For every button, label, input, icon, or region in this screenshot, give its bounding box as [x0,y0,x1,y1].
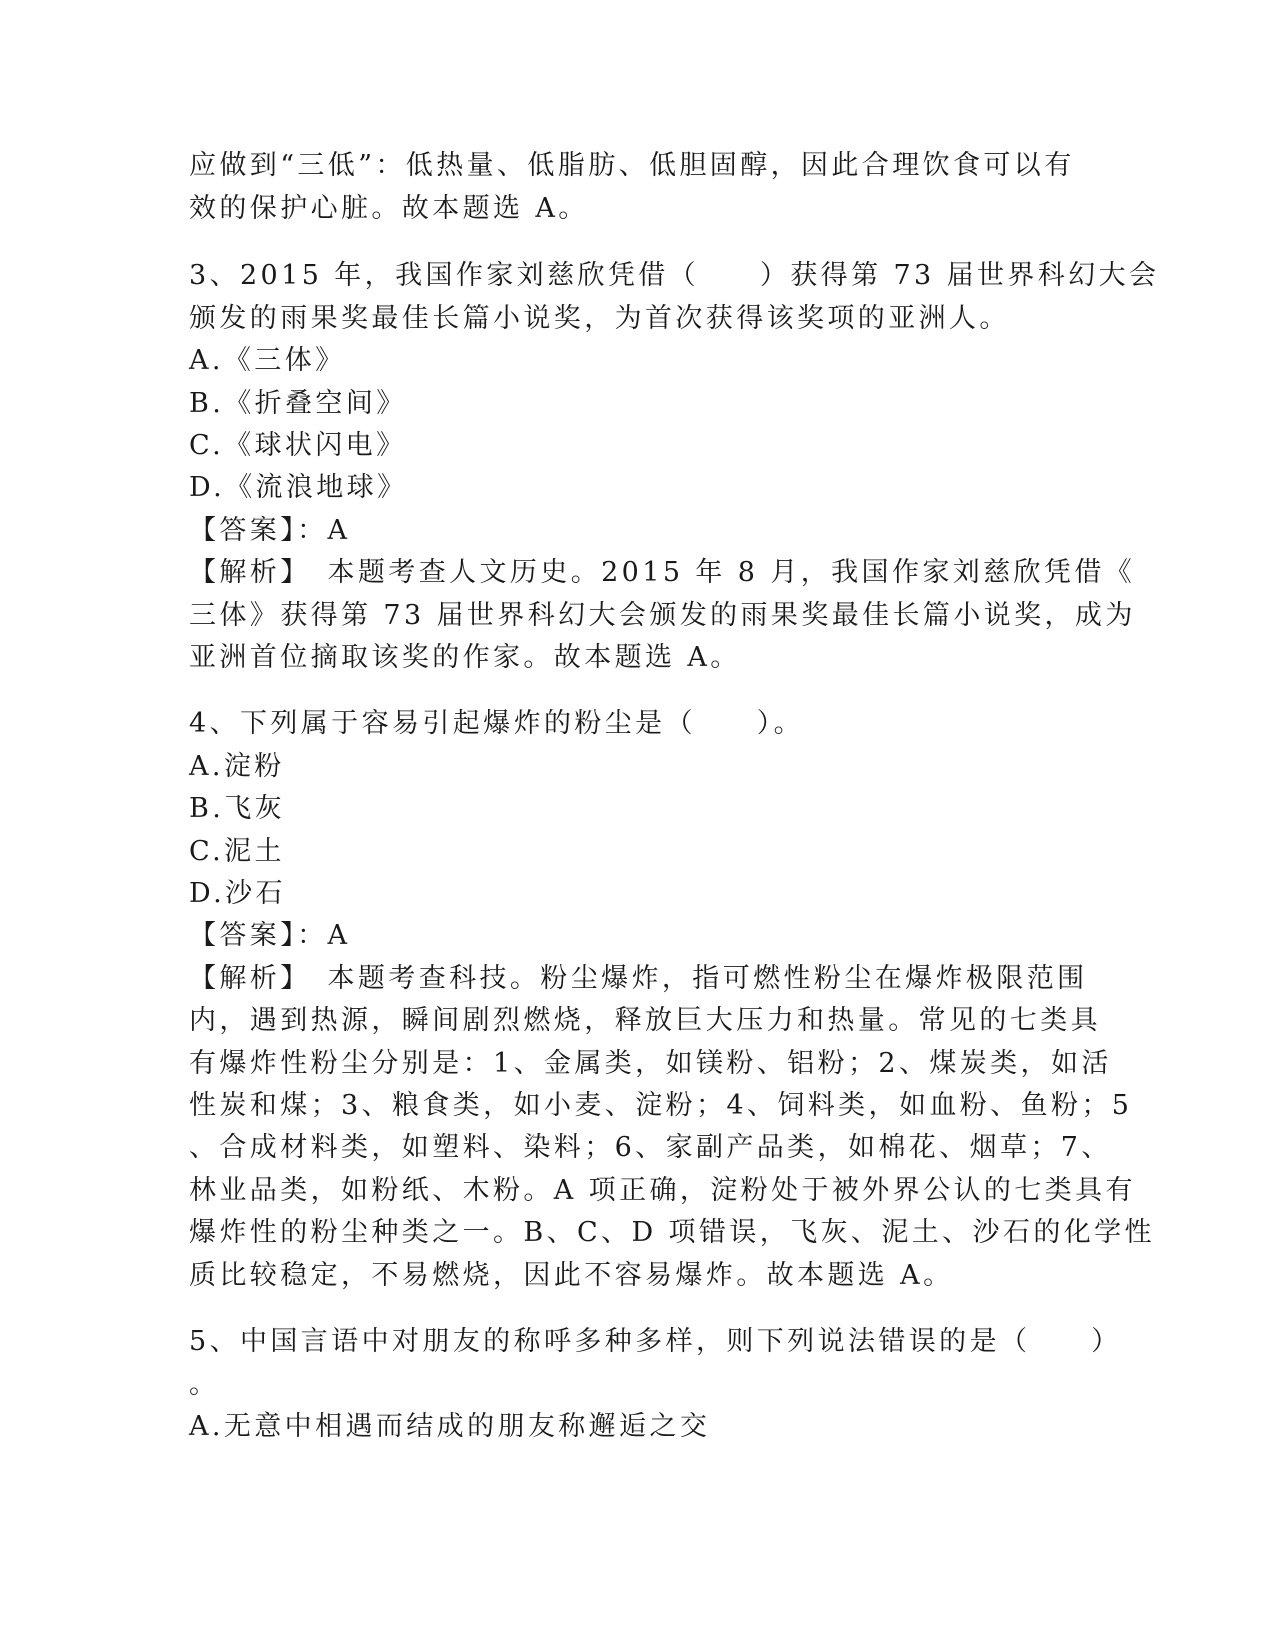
text-line: D.沙石 [189,878,286,909]
text-line: 林业品类，如粉纸、木粉。A 项正确，淀粉处于被外界公认的七类具有 [189,1175,1136,1206]
text-line: C.泥土 [189,836,285,867]
text-line: 、合成材料类，如塑料、染料；6、家副产品类，如棉花、烟草；7、 [189,1132,1112,1163]
text-line: 三体》获得第 73 届世界科幻大会颁发的雨果奖最佳长篇小说奖，成为 [189,600,1136,631]
text-line: A.《三体》 [189,345,346,376]
text-line: 3、2015 年，我国作家刘慈欣凭借（ ）获得第 73 届世界科幻大会 [189,260,1160,291]
text-line: 亚洲首位摘取该奖的作家。故本题选 A。 [189,642,741,673]
text-line: 【答案】：A [189,920,351,951]
text-line: B.飞灰 [189,793,286,824]
text-line: C.《球状闪电》 [189,430,407,461]
text-line: A.无意中相遇而结成的朋友称邂逅之交 [189,1411,711,1442]
text-line: 【答案】：A [189,515,351,546]
text-line: 颁发的雨果奖最佳长篇小说奖，为首次获得该奖项的亚洲人。 [189,303,1010,334]
text-line: 性炭和煤；3、粮食类，如小麦、淀粉；4、饲料类，如血粉、鱼粉；5 [189,1090,1133,1121]
text-line: A.淀粉 [189,751,285,782]
text-line: 4、下列属于容易引起爆炸的粉尘是（ ）。 [189,708,805,739]
text-line: 爆炸性的粉尘种类之一。B、C、D 项错误，飞灰、泥土、沙石的化学性 [189,1217,1155,1248]
text-line: 【解析】 本题考查人文历史。2015 年 8 月，我国作家刘慈欣凭借《 [189,557,1136,588]
text-line: 。 [189,1369,220,1400]
text-line: 内，遇到热源，瞬间剧烈燃烧，释放巨大压力和热量。常见的七类具 [189,1005,1101,1036]
text-line: 【解析】 本题考查科技。粉尘爆炸，指可燃性粉尘在爆炸极限范围 [189,963,1088,994]
text-line: 5、中国言语中对朋友的称呼多种多样，则下列说法错误的是（ ） [189,1326,1122,1357]
text-line: 质比较稳定，不易燃烧，因此不容易爆炸。故本题选 A。 [189,1260,954,1291]
text-line: 效的保护心脏。故本题选 A。 [189,193,589,224]
text-line: 有爆炸性粉尘分别是：1、金属类，如镁粉、铝粉；2、煤炭类，如活 [189,1048,1112,1079]
text-line: 应做到“三低”：低热量、低脂肪、低胆固醇，因此合理饮食可以有 [189,150,1075,181]
text-line: D.《流浪地球》 [189,472,408,503]
text-line: B.《折叠空间》 [189,388,407,419]
